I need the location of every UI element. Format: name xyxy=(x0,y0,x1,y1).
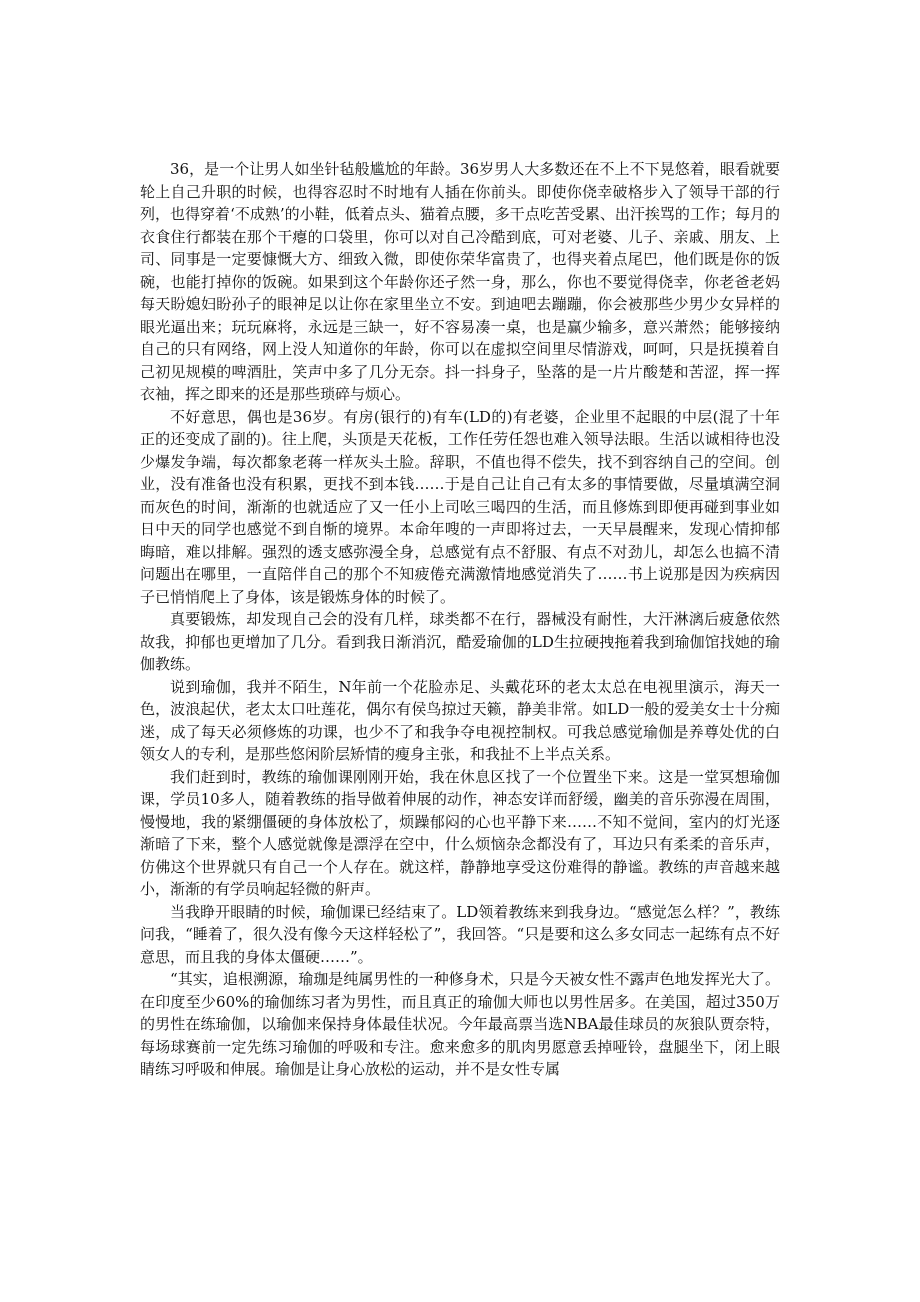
paragraph-2: 不好意思，偶也是36岁。有房(银行的)有车(LD的)有老婆，企业里不起眼的中层(混了十年正的还变成了副的)。往上爬，头顶是天花板，工作任劳任怨也难入领导法眼。生活以诚相待也没少爆发争端，每次都象老蒋一样灰头土脸。辞职，不值也得不偿失，找不到容纳自己的空间。创业，没有准备也没有积累，更找不到本钱……于是自己让自己有太多的事情要做，尽量填满空洞而灰色的时间，渐渐的也就适应了又一任小上司吆三喝四的生活，而且修炼到即便再碰到事业如日中天的同学也感觉不到自惭的境界。本命年嗖的一声即将过去，一天早晨醒来，发现心情抑郁晦暗，难以排解。强烈的透支感弥漫全身，总感觉有点不舒服、有点不对劲儿，却怎么也搞不清问题出在哪里，一直陪伴自己的那个不知疲倦充满激情地感觉消失了……书上说那是因为疾病因子已悄悄爬上了身体，该是锻炼身体的时候了。 xyxy=(140,407,780,606)
paragraph-7: “其实，追根溯源，瑜珈是纯属男性的一种修身术，只是今天被女性不露声色地发挥光大了。在印度至少60%的瑜伽练习者为男性，而且真正的瑜伽大师也以男性居多。在美国，超过350万的男性在练瑜伽，以瑜伽来保持身体最佳状况。今年最高票当选NBA最佳球员的灰狼队贾奈特，每场球赛前一定先练习瑜伽的呼吸和专注。愈来愈多的肌肉男愿意丢掉哑铃，盘腿坐下，闭上眼睛练习呼吸和伸展。瑜伽是让身心放松的运动，并不是女性专属 xyxy=(140,970,780,1078)
paragraph-5: 我们赶到时，教练的瑜伽课刚刚开始，我在休息区找了一个位置坐下来。这是一堂冥想瑜伽课，学员10多人，随着教练的指导做着伸展的动作，神态安详而舒缓，幽美的音乐弥漫在周围，慢慢地，我的紧绷僵硬的身体放松了，烦躁郁闷的心也平静下来……不知不觉间，室内的灯光逐渐暗了下来，整个人感觉就像是漂浮在空中，什么烦恼杂念都没有了，耳边只有柔柔的音乐声，仿佛这个世界就只有自己一个人存在。就这样，静静地享受这份难得的静谧。教练的声音越来越小，渐渐的有学员响起轻微的鼾声。 xyxy=(140,767,780,898)
paragraph-4: 说到瑜伽，我并不陌生，N年前一个花脸赤足、头戴花环的老太太总在电视里演示，海天一色，波浪起伏，老太太口吐莲花，偶尔有侯鸟掠过天籁，静美非常。如LD一般的爱美女士十分痴迷，成了每天必须修炼的功课，也少不了和我争夺电视控制权。可我总感觉瑜伽是养尊处优的白领女人的专利，是那些悠闲阶层矫情的瘦身主张，和我扯不上半点关系。 xyxy=(140,677,780,763)
paragraph-1: 36，是一个让男人如坐针毡般尴尬的年龄。36岁男人大多数还在不上不下晃悠着，眼看就要轮上自己升职的时候，也得容忍时不时地有人插在你前头。即使你侥幸破格步入了领导干部的行列，也得穿着‘不成熟’的小鞋，低着点头、猫着点腰，多干点吃苦受累、出汗挨骂的工作；每月的衣食住行都装在那个干瘪的口袋里，你可以对自己冷酷到底，可对老婆、儿子、亲戚、朋友、上司、同事是一定要慷慨大方、细致入微，即使你荣华富贵了，也得夹着点尾巴，他们既是你的饭碗，也能打掉你的饭碗。如果到这个年龄你还孑然一身，那么，你也不要觉得侥幸，你老爸老妈每天盼媳妇盼孙子的眼神足以让你在家里坐立不安。到迪吧去蹦蹦，你会被那些少男少女异样的眼光逼出来；玩玩麻将，永远是三缺一，好不容易凑一桌，也是赢少输多，意兴萧然；能够接纳自己的只有网络，网上没人知道你的年龄，你可以在虚拟空间里尽情游戏，呵呵，只是抚摸着自己初见规模的啤酒肚，笑声中多了几分无奈。抖一抖身子，坠落的是一片片酸楚和苦涩，挥一挥衣袖，挥之即来的还是那些琐碎与烦心。 xyxy=(140,160,780,403)
article-body xyxy=(140,158,780,1081)
paragraph-6: 当我睁开眼睛的时候，瑜伽课已经结束了。LD领着教练来到我身边。“感觉怎么样？”，教练问我，“睡着了，很久没有像今天这样轻松了”，我回答。“只是要和这么多女同志一起练有点不好意思，而且我的身体太僵硬……”。 xyxy=(140,902,780,966)
paragraph-3: 真要锻炼，却发现自己会的没有几样，球类都不在行，器械没有耐性，大汗淋漓后疲惫依然故我，抑郁也更增加了几分。看到我日渐消沉，酷爱瑜伽的LD生拉硬拽拖着我到瑜伽馆找她的瑜伽教练。 xyxy=(140,610,780,673)
